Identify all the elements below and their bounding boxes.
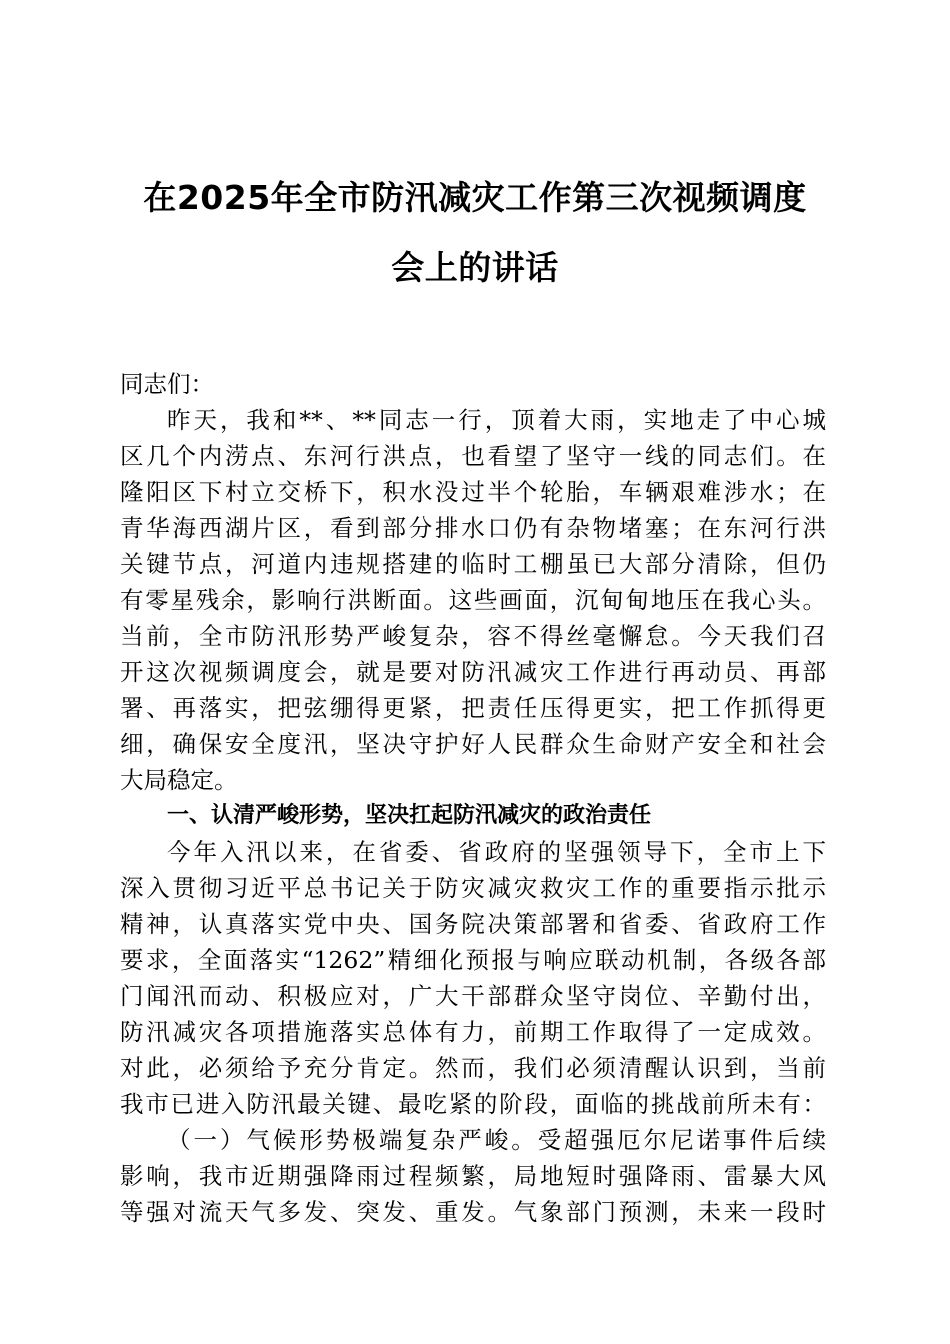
- paragraph-line: 防汛减灾各项措施落实总体有力，前期工作取得了一定成效。: [120, 1018, 826, 1046]
- paragraph-line: 大局稳定。: [120, 766, 238, 794]
- document-title-line-2: 会上的讲话: [391, 248, 559, 287]
- paragraph-line: 开这次视频调度会，就是要对防汛减灾工作进行再动员、再部: [120, 658, 826, 686]
- paragraph-line: 有零星残余，影响行洪断面。这些画面，沉甸甸地压在我心头。: [120, 586, 826, 614]
- paragraph-line: 对此，必须给予充分肯定。然而，我们必须清醒认识到，当前: [120, 1054, 826, 1082]
- paragraph-line: 昨天，我和**、**同志一行，顶着大雨，实地走了中心城: [167, 406, 826, 434]
- paragraph-line: 我市已进入防汛最关键、最吃紧的阶段，面临的挑战前所未有：: [120, 1090, 826, 1118]
- document-title-line-1: 在2025年全市防汛减灾工作第三次视频调度: [143, 178, 807, 217]
- salutation: 同志们：: [120, 370, 214, 398]
- paragraph-line: 青华海西湖片区，看到部分排水口仍有杂物堵塞；在东河行洪: [120, 514, 826, 542]
- paragraph-line: 区几个内涝点、东河行洪点，也看望了坚守一线的同志们。在: [120, 442, 826, 470]
- paragraph-line: 门闻汛而动、积极应对，广大干部群众坚守岗位、辛勤付出，: [120, 982, 826, 1010]
- paragraph-line: 关键节点，河道内违规搭建的临时工棚虽已大部分清除，但仍: [120, 550, 826, 578]
- paragraph-line: 隆阳区下村立交桥下，积水没过半个轮胎，车辆艰难涉水；在: [120, 478, 826, 506]
- paragraph-line: 今年入汛以来，在省委、省政府的坚强领导下，全市上下: [167, 838, 826, 866]
- paragraph-line: 当前，全市防汛形势严峻复杂，容不得丝毫懈怠。今天我们召: [120, 622, 826, 650]
- paragraph-line: 细，确保安全度汛，坚决守护好人民群众生命财产安全和社会: [120, 730, 826, 758]
- subsection-line: （一）气候形势极端复杂严峻。受超强厄尔尼诺事件后续: [167, 1126, 826, 1154]
- paragraph-line: 深入贯彻习近平总书记关于防灾减灾救灾工作的重要指示批示: [120, 874, 826, 902]
- subsection-line: 等强对流天气多发、突发、重发。气象部门预测，未来一段时: [120, 1198, 826, 1226]
- paragraph-line: 署、再落实，把弦绷得更紧，把责任压得更实，把工作抓得更: [120, 694, 826, 722]
- subsection-line: 影响，我市近期强降雨过程频繁，局地短时强降雨、雷暴大风: [120, 1162, 826, 1190]
- section-heading: 一、认清严峻形势，坚决扛起防汛减灾的政治责任: [167, 803, 652, 828]
- paragraph-line: 要求，全面落实“1262”精细化预报与响应联动机制，各级各部: [120, 946, 826, 974]
- paragraph-line: 精神，认真落实党中央、国务院决策部署和省委、省政府工作: [120, 910, 826, 938]
